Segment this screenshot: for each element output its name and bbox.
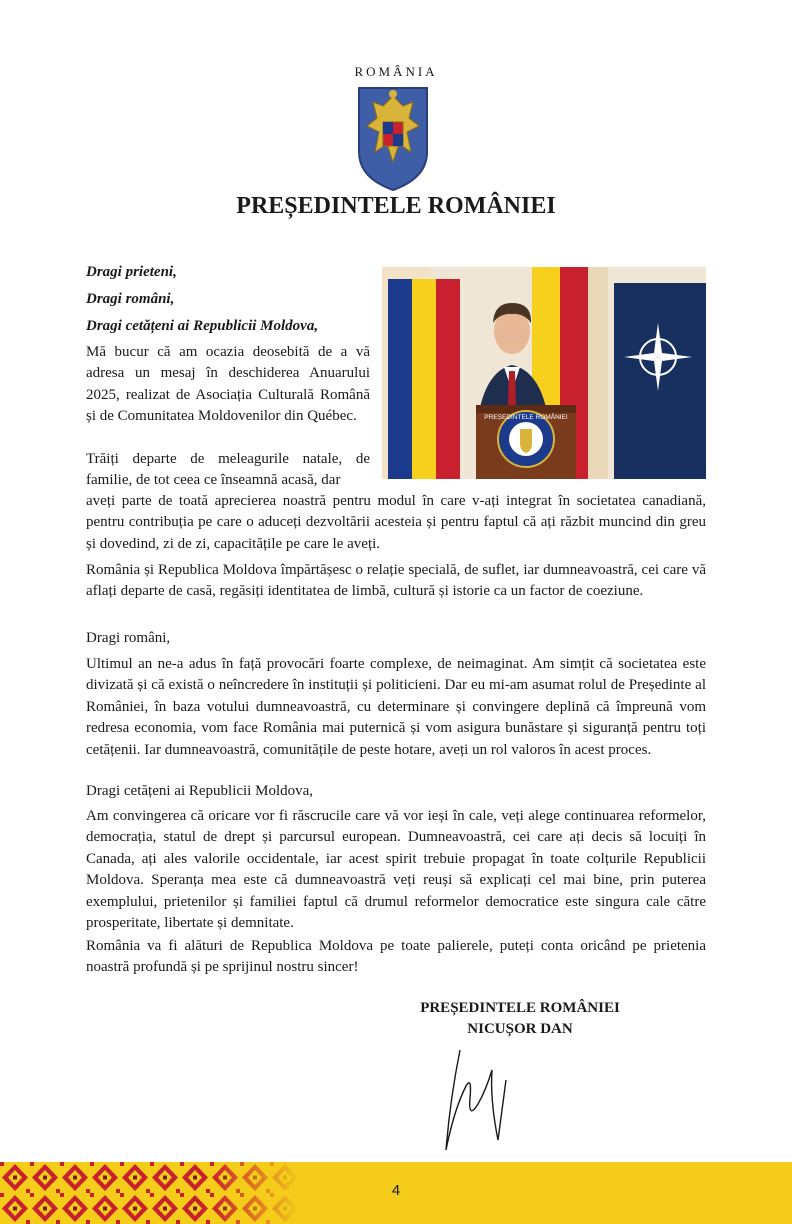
- paragraph-abroad-end: aveți parte de toată aprecierea noastră pentru modul în care v-ați integrat în societatea canadiană, pentru contribuția pe care o aduceți dezvoltării acesteia și pentru faptul că ați răzbit muncind din greu și dovedind, zi de zi, capacitățile pe care le aveți.: [86, 493, 706, 552]
- paragraph-abroad-start: Trăiți departe de meleagurile natale, de familie, de tot ceea ce înseamnă acasă, dar: [86, 451, 370, 489]
- greeting-moldova: Dragi cetățeni ai Republicii Moldova,: [86, 318, 319, 334]
- signature-title: PREȘEDINTELE ROMÂNIEI: [420, 1000, 620, 1016]
- greeting-romanians: Dragi români,: [86, 291, 175, 307]
- paragraph-relationship: România și Republica Moldova împărtășesc o relație specială, de suflet, iar dumneavoastră, cei care vă aflați departe de casă, regăsiți identitatea de limbă, cultură și istorie ca un factor de coeziune.: [86, 562, 706, 600]
- signature-name: NICUȘOR DAN: [467, 1021, 573, 1037]
- country-header: ROMÂNIA: [354, 64, 438, 79]
- greeting-friends: Dragi prieteni,: [86, 264, 177, 280]
- paragraph-dear-moldova: Dragi cetățeni ai Republicii Moldova,: [86, 783, 314, 799]
- paragraph-challenges: Ultimul an ne-a adus în față provocări foarte complexe, de neimaginat. Am simțit că societatea este divizată și că există o neîncredere în instituții și politicieni. Dar eu mi-am asumat rolul de Președinte al României, în baza votului dumneavoastră, cu determinare și convingere deplină că împreună vom redresa economia, vom face România mai puternică și vom asigura bunăstare și siguranță pentru toți cetățenii. Iar dumneavoastră, comunitățile de peste hotare, aveți un rol valoros în acest proces.: [86, 656, 706, 758]
- page-number: 4: [391, 1182, 401, 1199]
- president-photo: [382, 267, 706, 479]
- paragraph-opening: Mă bucur că am ocazia deosebită de a vă adresa un mesaj în deschiderea Anuarului 2025, realizat de Asociația Culturală Română și de Comunitatea Moldovenilor din Québec.: [86, 344, 370, 425]
- paragraph-dear-romanians: Dragi români,: [86, 630, 171, 646]
- paragraph-closing: România va fi alături de Republica Moldova pe toate palierele, puteți conta oricând pe prietenia noastră profundă și pe sprijinul nostru sincer!: [86, 938, 706, 976]
- podium-text: PREȘEDINTELE ROMÂNIEI: [484, 414, 568, 421]
- handwritten-signature: [432, 1040, 522, 1160]
- page-title: PREȘEDINTELE ROMÂNIEI: [236, 193, 556, 219]
- coat-of-arms-icon: [353, 82, 433, 194]
- paragraph-reforms: Am convingerea că oricare vor fi răscrucile care vă vor ieși în cale, veți alege continuarea reformelor, democrația, statul de drept și parcursul european. Dumneavoastră, cei care ați decis să locuiți în Canada, ați ales valorile occidentale, iar acest spirit trebuie propagat în toate colțurile Republicii Moldova. Speranța mea este că dumneavoastră veți reuși să explicați cel mai bine, prin puterea exemplului, prietenilor și familiei faptul că drumul reformelor democratice este singura cale către prosperitate, libertate și demnitate.: [86, 808, 706, 932]
